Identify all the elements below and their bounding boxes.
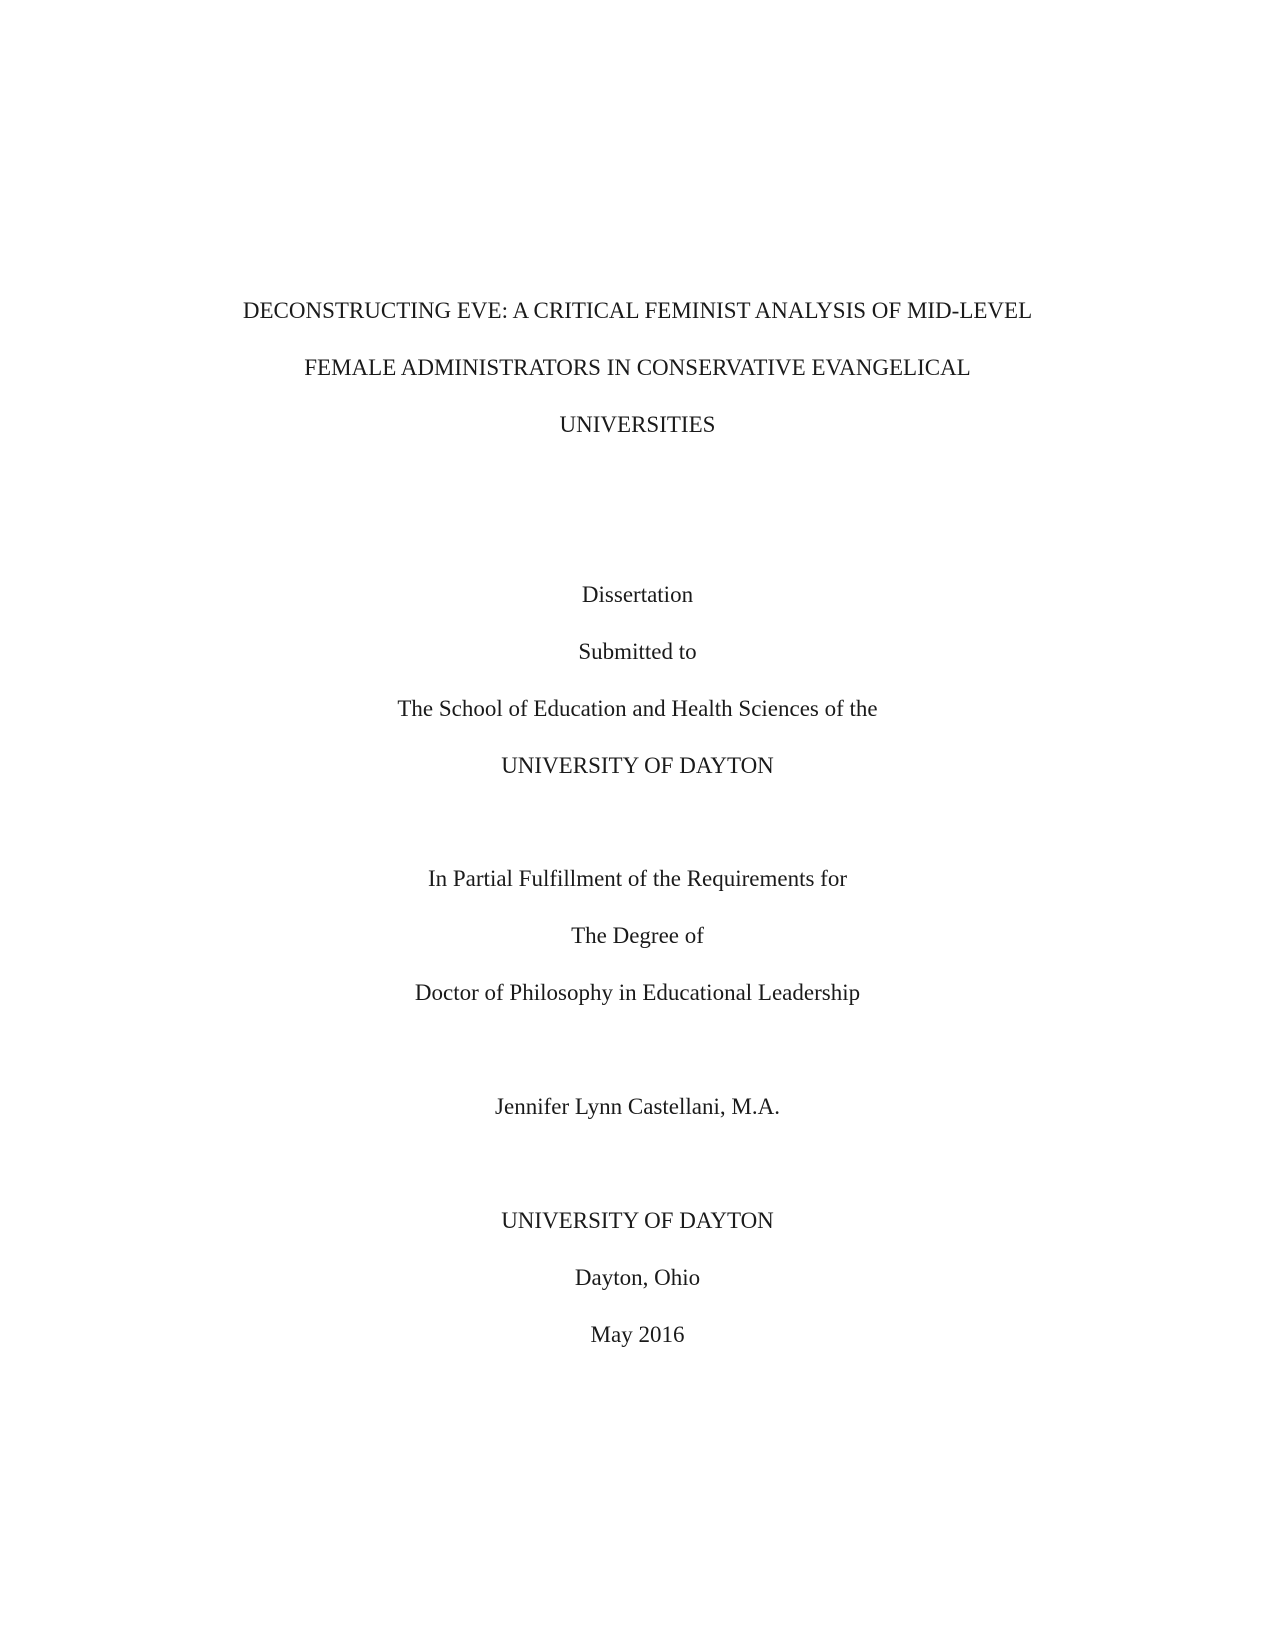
publication-date: May 2016 [590,1322,685,1347]
title-line-1: DECONSTRUCTING EVE: A CRITICAL FEMINIST ANALYSIS OF MID-LEVEL [242,298,1033,323]
university-name: UNIVERSITY OF DAYTON [501,753,774,778]
degree-label: The Degree of [571,923,704,948]
fulfillment-statement: In Partial Fulfillment of the Requirements for [427,866,848,891]
title-line-2: FEMALE ADMINISTRATORS IN CONSERVATIVE EVANGELICAL [304,355,971,380]
degree-name: Doctor of Philosophy in Educational Leadership [414,980,861,1005]
author-name: Jennifer Lynn Castellani, M.A. [495,1094,780,1119]
school-name: The School of Education and Health Sciences of the [397,696,878,721]
submitted-to-label: Submitted to [578,639,697,664]
publisher-university: UNIVERSITY OF DAYTON [501,1208,774,1233]
publication-location: Dayton, Ohio [574,1265,701,1290]
title-line-3: UNIVERSITIES [559,412,716,437]
document-type: Dissertation [581,582,694,607]
